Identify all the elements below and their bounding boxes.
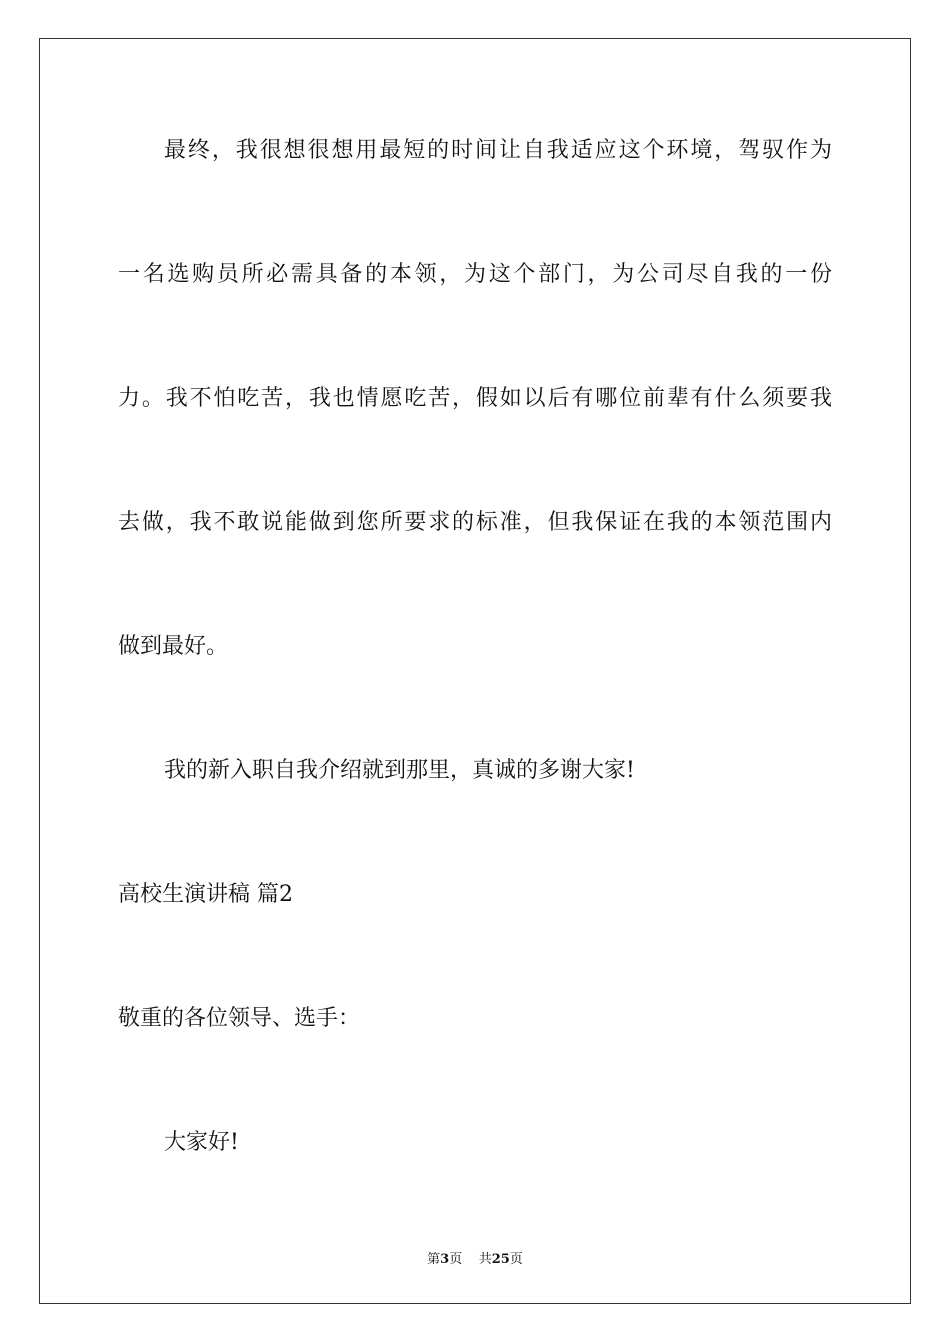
footer-total-unit: 页 <box>509 1252 523 1267</box>
footer-page-number: 3 <box>440 1252 450 1267</box>
greeting: 大家好! <box>164 1130 239 1155</box>
paragraph-line-5: 做到最好。 <box>118 634 229 659</box>
footer-page-unit: 页 <box>449 1252 463 1267</box>
footer-page-prefix: 第 <box>427 1252 441 1267</box>
footer-total-prefix: 共 <box>478 1252 492 1267</box>
closing-paragraph: 我的新入职自我介绍就到那里，真诚的多谢大家! <box>164 758 635 783</box>
paragraph-line-2: 一名选购员所必需具备的本领，为这个部门，为公司尽自我的一份 <box>118 262 832 287</box>
paragraph-line-3: 力。我不怕吃苦，我也情愿吃苦，假如以后有哪位前辈有什么须要我 <box>118 386 832 411</box>
paragraph-line-1: 最终，我很想很想用最短的时间让自我适应这个环境，驾驭作为 <box>164 138 832 163</box>
salutation: 敬重的各位领导、选手： <box>118 1006 361 1031</box>
page-footer <box>0 1248 950 1267</box>
paragraph-line-4: 去做，我不敢说能做到您所要求的标准，但我保证在我的本领范围内 <box>118 510 832 535</box>
page-border <box>39 38 911 1304</box>
footer-total-pages: 25 <box>491 1252 510 1267</box>
section-heading: 高校生演讲稿 篇2 <box>118 882 293 907</box>
